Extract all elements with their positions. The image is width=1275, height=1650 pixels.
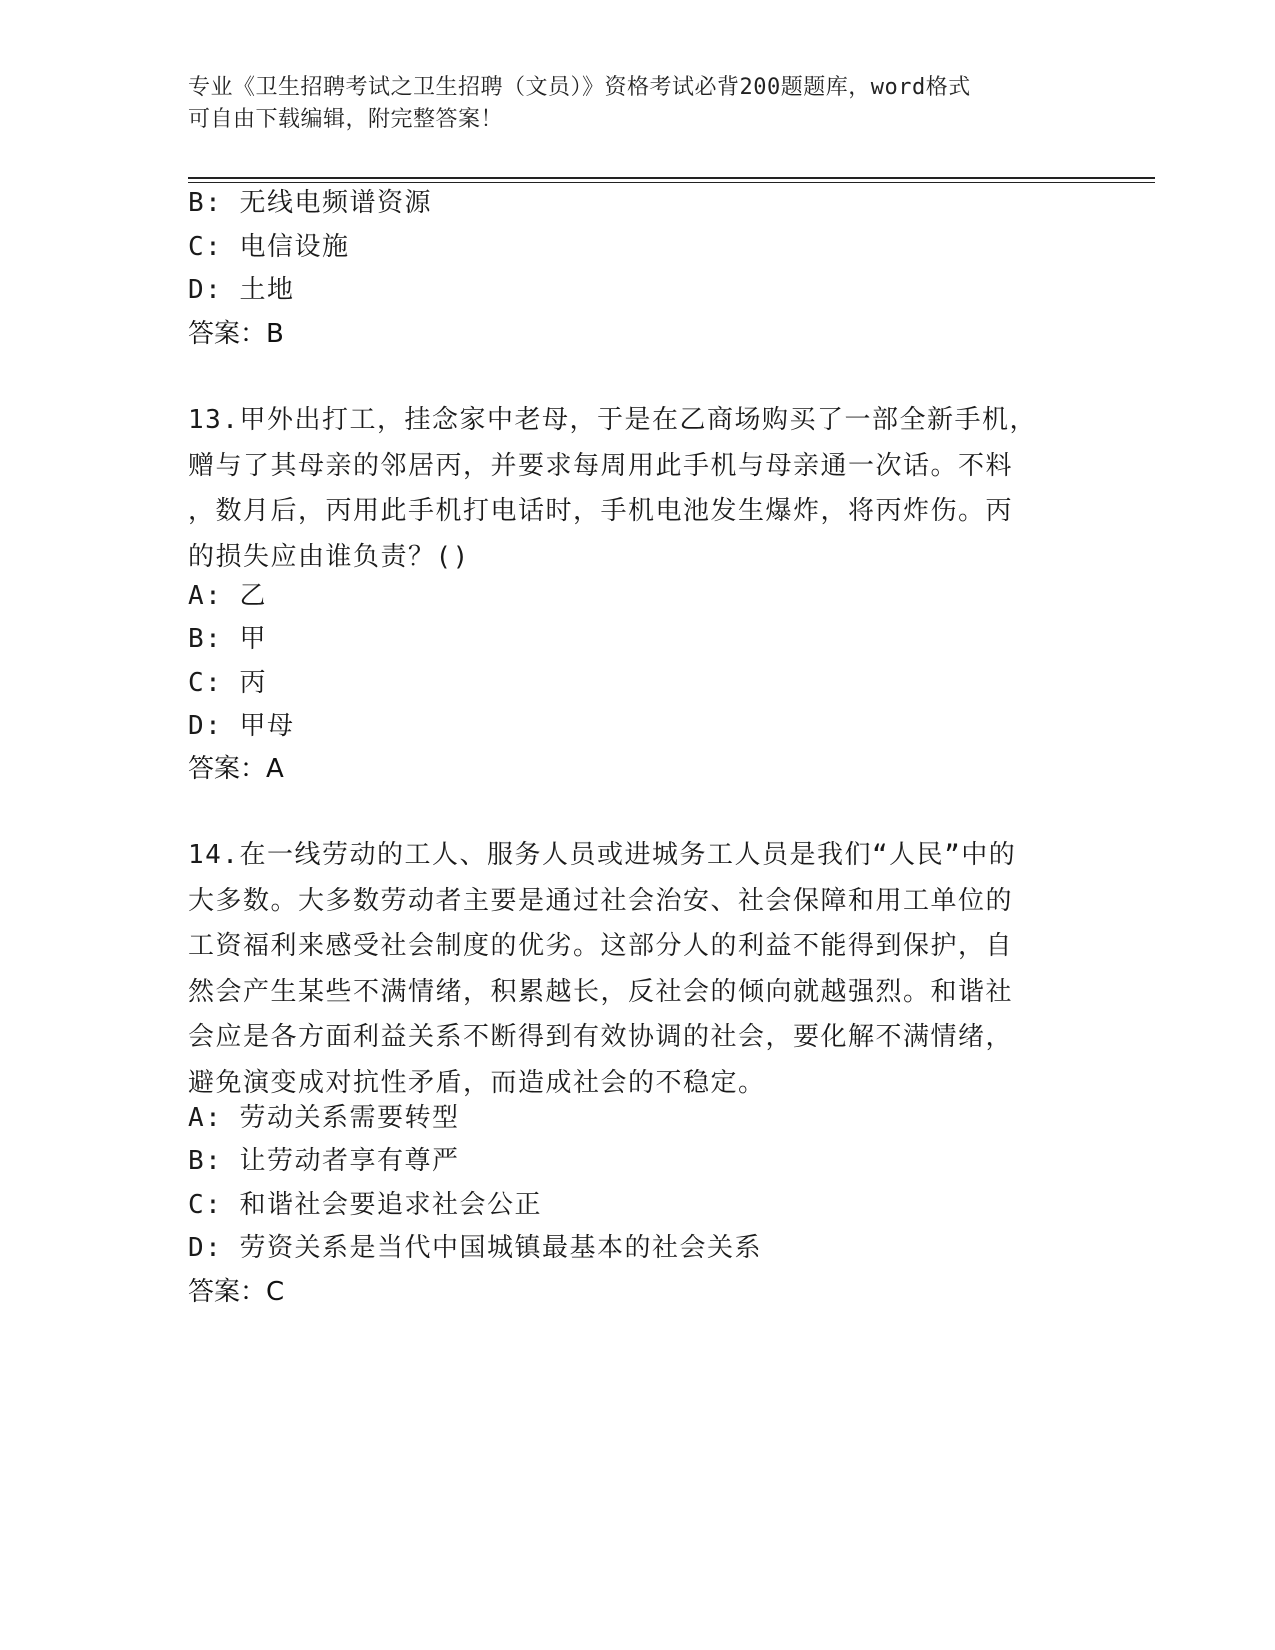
prev-option-b: B: 无线电频谱资源 bbox=[188, 188, 432, 218]
prev-answer: 答案：B bbox=[188, 319, 284, 349]
q14-option-d: D: 劳资关系是当代中国城镇最基本的社会关系 bbox=[188, 1233, 762, 1263]
header-rule-thick bbox=[188, 177, 1155, 179]
document-header bbox=[188, 72, 1088, 136]
question-14-line: 然会产生某些不满情绪，积累越长，反社会的倾向就越强烈。和谐社 bbox=[188, 976, 1014, 1007]
question-13-line: 的损失应由谁负责？() bbox=[188, 541, 470, 572]
question-14-line: 工资福利来感受社会制度的优劣。这部分人的利益不能得到保护，自 bbox=[188, 931, 1014, 961]
header-line-2: 可自由下载编辑，附完整答案！ bbox=[188, 107, 504, 132]
question-13-line: 13.甲外出打工，挂念家中老母，于是在乙商场购买了一部全新手机， bbox=[188, 405, 1037, 435]
question-14-line: 避免演变成对抗性矛盾，而造成社会的不稳定。 bbox=[188, 1067, 766, 1098]
question-13-line: 赠与了其母亲的邻居丙，并要求每周用此手机与母亲通一次话。不料 bbox=[188, 450, 1014, 481]
question-14-line: 大多数。大多数劳动者主要是通过社会治安、社会保障和用工单位的 bbox=[188, 885, 1014, 916]
question-14-line: 会应是各方面利益关系不断得到有效协调的社会，要化解不满情绪， bbox=[188, 1022, 1014, 1052]
prev-option-d: D: 土地 bbox=[188, 275, 295, 305]
question-13-text bbox=[188, 398, 1088, 580]
q14-option-a: A: 劳动关系需要转型 bbox=[188, 1103, 460, 1133]
question-13-line: ，数月后，丙用此手机打电话时，手机电池发生爆炸，将丙炸伤。丙 bbox=[188, 496, 1014, 526]
q13-option-b: B: 甲 bbox=[188, 624, 267, 654]
q14-answer: 答案：C bbox=[188, 1277, 285, 1307]
q14-option-c: C: 和谐社会要追求社会公正 bbox=[188, 1190, 542, 1220]
header-line-1: 专业《卫生招聘考试之卫生招聘（文员）》资格考试必背200题题库，word格式 bbox=[188, 75, 971, 100]
question-14-line: 14.在一线劳动的工人、服务人员或进城务工人员是我们“人民”中的 bbox=[188, 840, 1017, 870]
q13-option-c: C: 丙 bbox=[188, 668, 267, 698]
q13-option-d: D: 甲母 bbox=[188, 711, 295, 741]
question-14-text bbox=[188, 833, 1088, 1106]
q13-answer: 答案：A bbox=[188, 754, 284, 784]
q14-option-b: B: 让劳动者享有尊严 bbox=[188, 1146, 460, 1176]
q13-option-a: A: 乙 bbox=[188, 581, 267, 611]
prev-option-c: C: 电信设施 bbox=[188, 232, 350, 262]
